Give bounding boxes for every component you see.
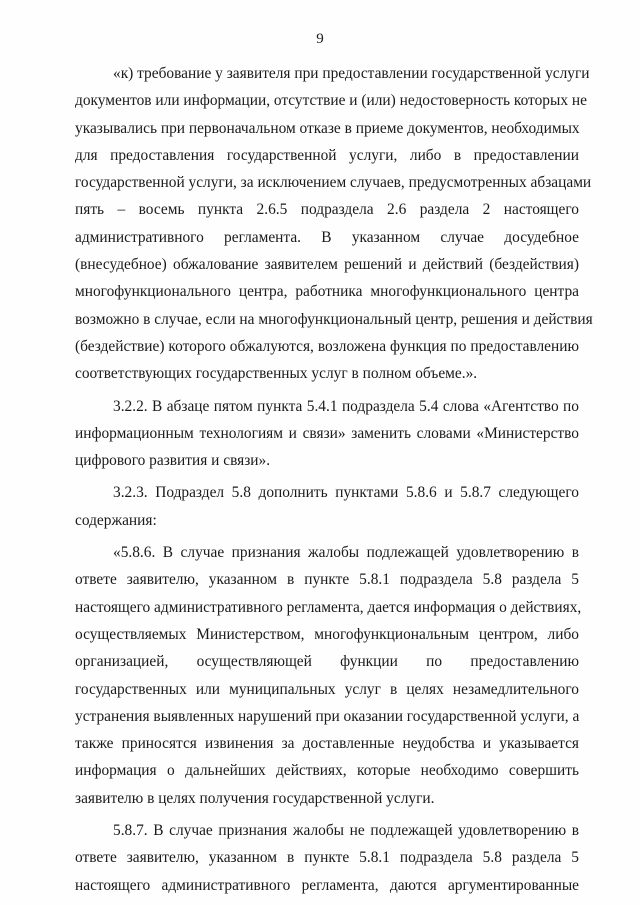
text-line: указывались при первоначальном отказе в приеме документов, необходимых <box>75 119 580 137</box>
document-body <box>75 60 593 899</box>
text-line: государственных или муниципальных услуг в целях незамедлительного <box>75 680 579 698</box>
paragraph-5-8-6 <box>75 539 582 812</box>
text-line: пять – восемь пункта 2.6.5 подраздела 2.6 раздела 2 настоящего <box>75 201 579 219</box>
page-number: 9 <box>316 31 324 47</box>
paragraph-3-2-3 <box>75 479 579 534</box>
text-line: 3.2.3. Подраздел 5.8 дополнить пунктами 5.8.6 и 5.8.7 следующего <box>113 484 579 502</box>
paragraph-5-8-7 <box>75 817 579 899</box>
text-line: (бездействие) которого обжалуются, возложена функция по предоставлению <box>75 337 579 355</box>
text-line: многофункционального центра, работника многофункционального центра <box>75 283 579 301</box>
text-line: документов или информации, отсутствие и (или) недостоверность которых не <box>75 92 587 110</box>
text-line: соответствующих государственных услуг в полном объеме.». <box>75 365 478 383</box>
text-line: организацией, осуществляющей функции по предоставлению <box>75 653 579 671</box>
text-line: 5.8.7. В случае признания жалобы не подлежащей удовлетворению в <box>113 822 579 840</box>
text-line: ответе заявителю, указанном в пункте 5.8.1 подраздела 5.8 раздела 5 <box>75 571 579 589</box>
text-line: «5.8.6. В случае признания жалобы подлежащей удовлетворению в <box>113 544 579 562</box>
text-line: «к) требование у заявителя при предоставлении государственной услуги <box>113 65 590 82</box>
text-line: цифрового развития и связи». <box>75 452 271 470</box>
text-line: заявителю в целях получения государственной услуги. <box>75 789 435 807</box>
text-line: устранения выявленных нарушений при оказании государственной услуги, а <box>75 707 580 725</box>
text-line: государственной услуги, за исключением случаев, предусмотренных абзацами <box>75 174 592 192</box>
text-line: настоящего административного регламента, даются аргументированные <box>75 876 579 894</box>
text-line: административного регламента. В указанном случае досудебное <box>75 228 579 246</box>
text-line: ответе заявителю, указанном в пункте 5.8.1 подраздела 5.8 раздела 5 <box>75 849 579 867</box>
text-line: информация о дальнейших действиях, которые необходимо совершить <box>75 762 579 780</box>
paragraph-item-k <box>75 60 593 388</box>
text-line: возможно в случае, если на многофункциональный центр, решения и действия <box>75 310 593 328</box>
text-line: также приносятся извинения за доставленные неудобства и указывается <box>75 735 579 753</box>
text-line: информационным технологиям и связи» заменить словами «Министерство <box>75 424 579 442</box>
text-line: для предоставления государственной услуги, либо в предоставлении <box>75 146 579 164</box>
text-line: осуществляемых Министерством, многофункциональным центром, либо <box>75 625 579 643</box>
text-line: 3.2.2. В абзаце пятом пункта 5.4.1 подраздела 5.4 слова «Агентство по <box>113 397 579 415</box>
paragraph-3-2-2 <box>75 393 579 475</box>
text-line: настоящего административного регламента, дается информация о действиях, <box>75 598 582 616</box>
text-line: (внесудебное) обжалование заявителем решений и действий (бездействия) <box>75 256 579 274</box>
text-line: содержания: <box>75 511 157 529</box>
